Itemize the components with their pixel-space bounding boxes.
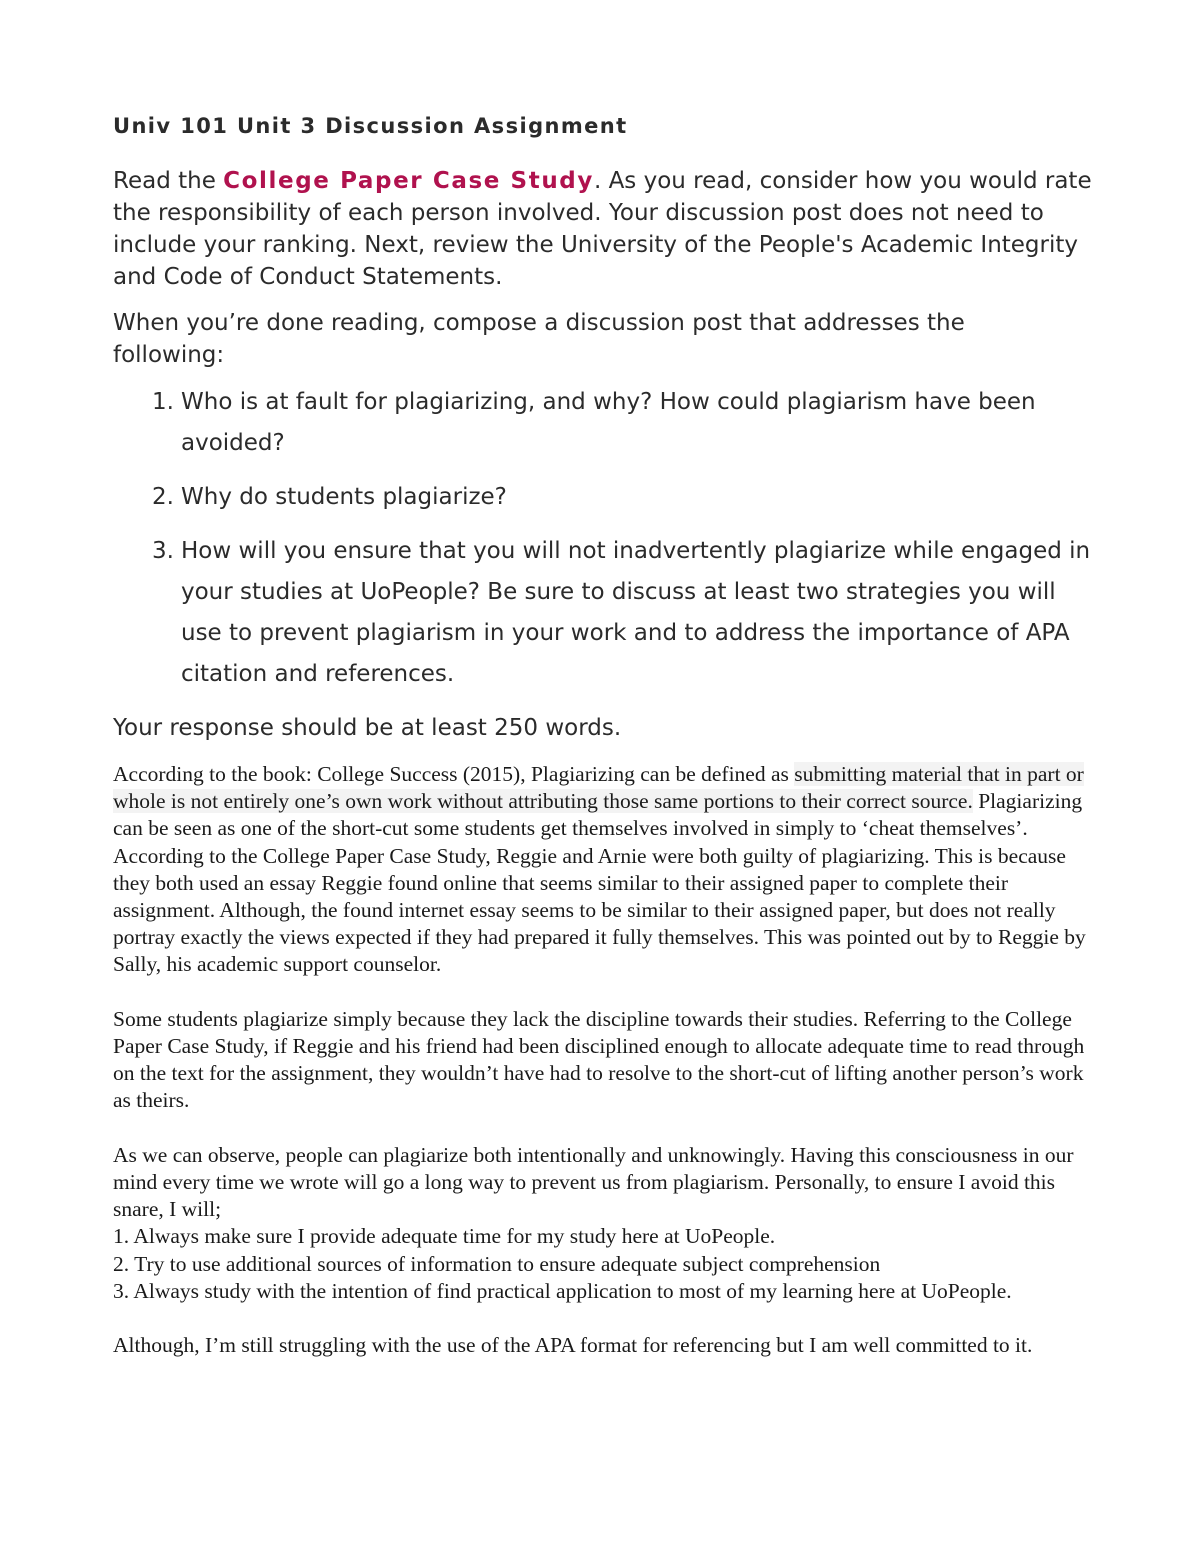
question-item-2 xyxy=(113,477,1113,518)
response-paragraph-discipline: Some students plagiarize simply because they lack the discipline towards their studies. Referring to the College Paper Case Study, if Reggie and his friend had been disciplined enough to allocate adequate time to read through on the text for the assignment, they wouldn’t have had to resolve to the short-cut of lifting another person’s work as theirs. xyxy=(113,1006,1085,1113)
highlighted-definition: submitting material that in part or whole is not entirely one’s own work without attributing those same portions to their correct source. xyxy=(113,762,1084,814)
question-number: 1. xyxy=(152,389,174,415)
response-paragraph-strategies: As we can observe, people can plagiarize both intentionally and unknowingly. Having this consciousness in our mind every time we wrote will go a long way to prevent us from plagiarism. Personally, to ensure I avoid this snare, I will; xyxy=(113,1142,1074,1222)
strategy-item-3: 3. Always study with the intention of find practical application to most of my learning here at UoPeople. xyxy=(113,1278,1012,1303)
question-number: 3. xyxy=(152,538,174,564)
question-item-3 xyxy=(113,531,1113,695)
discussion-response xyxy=(113,761,1098,1359)
question-number: 2. xyxy=(152,484,174,510)
strategy-item-2: 2. Try to use additional sources of information to ensure adequate subject comprehension xyxy=(113,1251,881,1276)
definition-followup: Plagiarizing can be seen as one of the short-cut some students get themselves involved in simply to ‘cheat themselves’. xyxy=(113,789,1083,841)
intro-text-rest: . As you read, consider how you would rate the responsibility of each person involved. Your discussion post does not need to include your ranking. Next, review the University of the People's Academic Integrity and Code of Conduct Statements. xyxy=(113,168,1092,290)
word-count-requirement: Your response should be at least 250 words. xyxy=(113,715,622,741)
question-text: Why do students plagiarize? xyxy=(181,484,507,510)
intro-paragraph xyxy=(113,165,1093,293)
question-text: How will you ensure that you will not inadvertently plagiarize while engaged in your studies at UoPeople? Be sure to discuss at least two strategies you will use to prevent plagiarism in your work and to address the importance of APA citation and references. xyxy=(181,538,1091,687)
definition-intro: According to the book: College Success (2015), Plagiarizing can be defined as xyxy=(113,762,795,786)
case-study-link[interactable]: College Paper Case Study xyxy=(223,168,594,194)
question-item-1 xyxy=(113,382,1113,464)
strategy-item-1: 1. Always make sure I provide adequate time for my study here at UoPeople. xyxy=(113,1224,776,1249)
response-paragraph-definition xyxy=(113,761,1098,843)
instructions-paragraph: When you’re done reading, compose a discussion post that addresses the following: xyxy=(113,310,965,368)
assignment-title: Univ 101 Unit 3 Discussion Assignment xyxy=(113,114,628,138)
question-text: Who is at fault for plagiarizing, and why? How could plagiarism have been avoided? xyxy=(181,389,1036,456)
question-list xyxy=(113,382,1113,695)
response-paragraph-closing: Although, I’m still struggling with the use of the APA format for referencing but I am well committed to it. xyxy=(113,1333,1033,1358)
intro-text-start: Read the xyxy=(113,168,224,194)
response-paragraph-case-study: According to the College Paper Case Study, Reggie and Arnie were both guilty of plagiarizing. This is because they both used an essay Reggie found online that seems similar to their assigned paper to complete their assignment. Although, the found internet essay seems to be similar to their assigned paper, but does not really portray exactly the views expected if they had prepared it fully themselves. This was pointed out by to Reggie by Sally, his academic support counselor. xyxy=(113,843,1086,977)
